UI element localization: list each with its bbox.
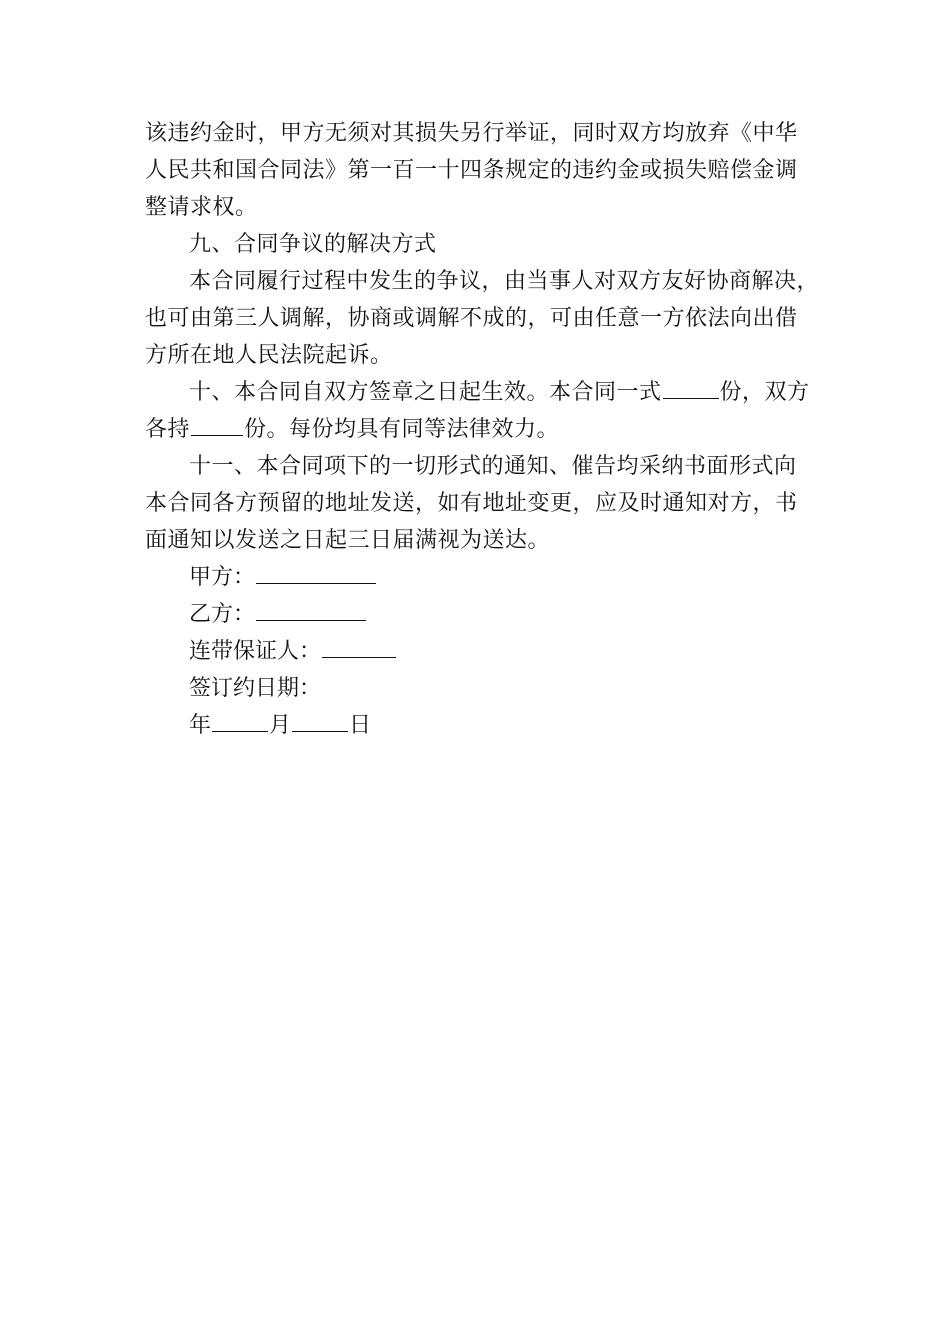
text-line: 面通知以发送之日起三日届满视为送达。 (145, 528, 551, 553)
guarantor-line (145, 633, 815, 670)
sign-date-label: 签订约日期： (189, 676, 322, 701)
year-label: 年 (189, 713, 212, 738)
text-line: 本合同各方预留的地址发送，如有地址变更，应及时通知对方，书 (145, 491, 798, 516)
party-b-line (145, 596, 815, 633)
party-a-line (145, 559, 815, 596)
party-b-label: 乙方： (189, 602, 256, 627)
text-line: 整请求权。 (145, 195, 258, 220)
party-b-blank[interactable] (256, 598, 366, 621)
text-line: 本合同履行过程中发生的争议，由当事人对双方友好协商解决， (189, 269, 820, 294)
month-blank[interactable] (212, 709, 268, 732)
clause-10-text-2: 份，双方 (719, 380, 810, 405)
day-label: 日 (349, 713, 372, 738)
clause-11 (145, 448, 815, 559)
text-line: 十一、本合同项下的一切形式的通知、催告均采纳书面形式向 (189, 454, 797, 479)
clause-10 (145, 374, 815, 448)
text-line: 也可由第三人调解，协商或调解不成的，可由任意一方依法向出借 (145, 306, 798, 331)
text-line: 人民共和国合同法》第一百一十四条规定的违约金或损失赔偿金调 (145, 158, 798, 183)
month-label: 月 (269, 713, 292, 738)
clause-10-text-4: 份。每份均具有同等法律效力。 (244, 417, 560, 442)
party-a-blank[interactable] (256, 561, 376, 584)
copies-total-blank[interactable] (663, 376, 719, 399)
guarantor-blank[interactable] (322, 635, 396, 658)
clause-9 (145, 226, 820, 374)
clause-9-heading: 九、合同争议的解决方式 (189, 232, 437, 257)
signature-block (145, 559, 815, 744)
party-a-label: 甲方： (189, 565, 256, 590)
text-line (145, 374, 815, 411)
text-line (145, 411, 815, 448)
clause-8-continuation (145, 115, 815, 226)
clause-10-text-1: 十、本合同自双方签章之日起生效。本合同一式 (189, 380, 662, 405)
sign-date-line (145, 670, 815, 707)
day-blank[interactable] (292, 709, 348, 732)
guarantor-label: 连带保证人： (189, 639, 322, 664)
text-line: 方所在地人民法院起诉。 (145, 343, 393, 368)
copies-each-blank[interactable] (191, 413, 243, 436)
text-line: 该违约金时，甲方无须对其损失另行举证，同时双方均放弃《中华 (145, 121, 798, 146)
date-fields-line (145, 707, 815, 744)
document-body (145, 115, 820, 744)
clause-10-text-3: 各持 (145, 417, 191, 442)
